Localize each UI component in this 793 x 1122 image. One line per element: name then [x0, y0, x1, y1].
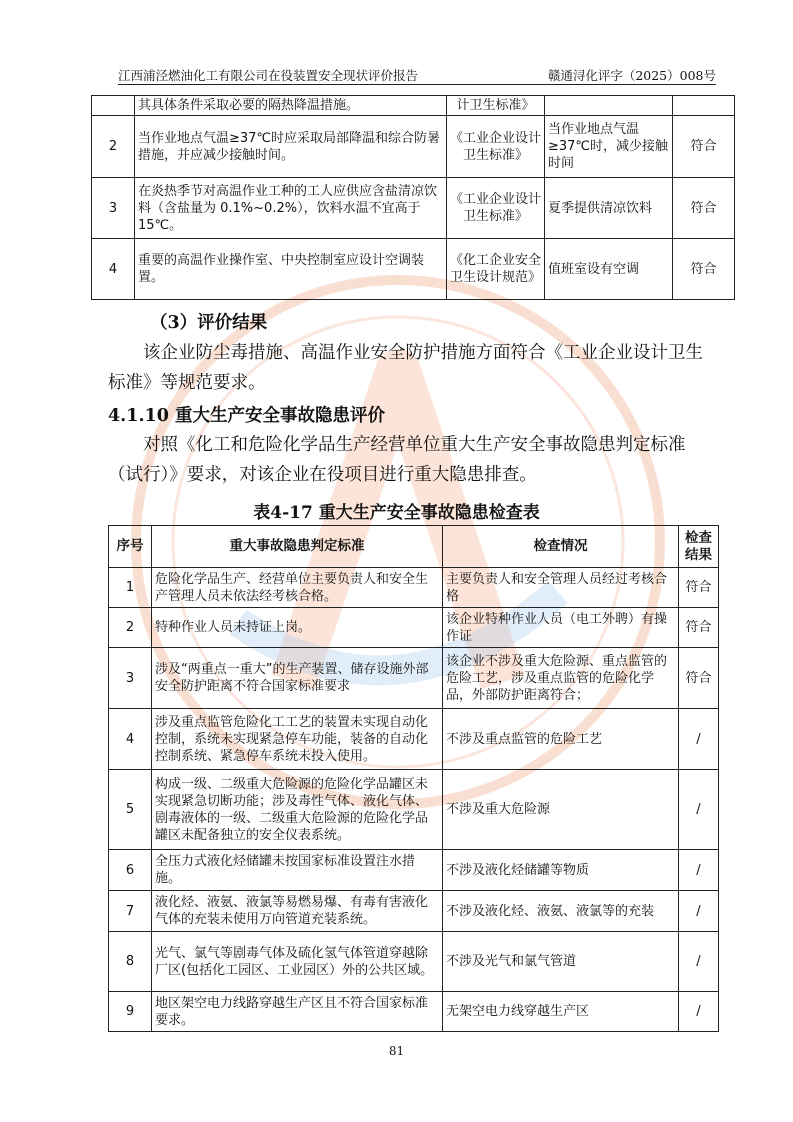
table-row [109, 568, 719, 608]
cell-item: 涉及“两重点一重大”的生产装置、储存设施外部安全防护距离不符合国家标准要求 [152, 648, 443, 709]
cell-result: / [679, 770, 719, 850]
cell-num: 7 [109, 891, 152, 932]
cell-item: 危险化学品生产、经营单位主要负责人和安全生产管理人员未依法经考核合格。 [152, 568, 443, 608]
page-header [118, 66, 716, 85]
cell-num: 8 [109, 932, 152, 992]
header-item: 重大事故隐患判定标准 [152, 526, 443, 568]
table-row [92, 178, 735, 239]
page-number: 81 [388, 1044, 405, 1058]
table-row [109, 891, 719, 932]
table-row [92, 116, 735, 178]
cell-result: / [679, 850, 719, 891]
evaluation-result-paragraph: 该企业防尘毒措施、高温作业安全防护措施方面符合《工业企业设计卫生标准》等规范要求。 [108, 343, 703, 393]
high-temperature-check-table [91, 95, 735, 300]
cell-num [92, 96, 135, 116]
cell-num: 3 [92, 178, 135, 239]
cell-item: 液化烃、液氨、液氯等易燃易爆、有毒有害液化气体的充装未使用万向管道充装系统。 [152, 891, 443, 932]
table-row [92, 96, 735, 116]
cell-item: 特种作业人员未持证上岗。 [152, 608, 443, 648]
cell-requirement: 重要的高温作业操作室、中央控制室应设计空调装置。 [135, 239, 447, 300]
table-row [109, 648, 719, 709]
cell-check: 不涉及液化烃、液氨、液氯等的充装 [443, 891, 679, 932]
cell-num: 9 [109, 992, 152, 1032]
cell-basis: 计卫生标准》 [447, 96, 545, 116]
header-check: 检查情况 [443, 526, 679, 568]
section-heading-4-1-10: 4.1.10 重大生产安全事故隐患评价 [108, 406, 385, 426]
cell-item: 全压力式液化烃储罐未按国家标准设置注水措施。 [152, 850, 443, 891]
cell-num: 1 [109, 568, 152, 608]
cell-result: / [679, 891, 719, 932]
cell-check: 不涉及重点监管的危险工艺 [443, 709, 679, 770]
cell-result: 符合 [673, 116, 735, 178]
cell-num: 4 [109, 709, 152, 770]
table-row [109, 850, 719, 891]
cell-check: 值班室设有空调 [545, 239, 673, 300]
table-row [109, 932, 719, 992]
cell-item: 涉及重点监管危险化工工艺的装置未实现自动化控制，系统未实现紧急停车功能，装备的自动化控制系统、紧急停车系统未投入使用。 [152, 709, 443, 770]
table-row [109, 709, 719, 770]
header-report-title: 江西浦泾燃油化工有限公司在役装置安全现状评价报告 [118, 68, 419, 83]
table-4-17-title: 表4-17 重大生产安全事故隐患检查表 [253, 503, 540, 523]
cell-result: 符合 [673, 178, 735, 239]
cell-item: 地区架空电力线路穿越生产区且不符合国家标准要求。 [152, 992, 443, 1032]
cell-result: 符合 [679, 648, 719, 709]
cell-result: / [679, 709, 719, 770]
cell-result: 符合 [673, 239, 735, 300]
table-row [109, 770, 719, 850]
cell-num: 3 [109, 648, 152, 709]
cell-result [673, 96, 735, 116]
header-report-number: 赣通浔化评字（2025）008号 [547, 68, 716, 83]
cell-check: 无架空电力线穿越生产区 [443, 992, 679, 1032]
evaluation-result-heading: （3）评价结果 [150, 313, 268, 333]
cell-basis: 《工业企业设计卫生标准》 [447, 178, 545, 239]
cell-check: 不涉及重大危险源 [443, 770, 679, 850]
cell-result: / [679, 932, 719, 992]
header-result: 检查结果 [679, 526, 719, 568]
cell-requirement: 其具体条件采取必要的隔热降温措施。 [135, 96, 447, 116]
cell-requirement: 当作业地点气温≥37℃时应采取局部降温和综合防暑措施，并应减少接触时间。 [135, 116, 447, 178]
cell-num: 2 [92, 116, 135, 178]
cell-num: 4 [92, 239, 135, 300]
table-row [109, 608, 719, 648]
cell-item: 光气、氯气等剧毒气体及硫化氢气体管道穿越除厂区(包括化工园区、工业园区）外的公共区域。 [152, 932, 443, 992]
cell-check: 夏季提供清凉饮料 [545, 178, 673, 239]
cell-result: 符合 [679, 568, 719, 608]
cell-check: 该企业不涉及重大危险源、重点监管的危险工艺，涉及重点监管的危险化学品，外部防护距离符合； [443, 648, 679, 709]
table-row [109, 992, 719, 1032]
cell-check: 主要负责人和安全管理人员经过考核合格 [443, 568, 679, 608]
cell-num: 2 [109, 608, 152, 648]
cell-num: 6 [109, 850, 152, 891]
cell-check: 当作业地点气温≥37℃时，减少接触时间 [545, 116, 673, 178]
cell-num: 5 [109, 770, 152, 850]
cell-check: 不涉及液化烃储罐等物质 [443, 850, 679, 891]
cell-requirement: 在炎热季节对高温作业工种的工人应供应含盐清凉饮料（含盐量为 0.1%~0.2%），饮料水温不宜高于 15℃。 [135, 178, 447, 239]
table-row [92, 239, 735, 300]
cell-check [545, 96, 673, 116]
cell-result: / [679, 992, 719, 1032]
cell-basis: 《化工企业安全卫生设计规范》 [447, 239, 545, 300]
table-header-row [109, 526, 719, 568]
cell-item: 构成一级、二级重大危险源的危险化学品罐区未实现紧急切断功能；涉及毒性气体、液化气体、剧毒液体的一级、二级重大危险源的危险化学品罐区未配备独立的安全仪表系统。 [152, 770, 443, 850]
section-4-1-10-paragraph: 对照《化工和危险化学品生产经营单位重大生产安全事故隐患判定标准（试行）》要求，对该企业在役项目进行重大隐患排查。 [108, 435, 686, 485]
cell-basis: 《工业企业设计卫生标准》 [447, 116, 545, 178]
cell-check: 不涉及光气和氯气管道 [443, 932, 679, 992]
cell-result: 符合 [679, 608, 719, 648]
header-num: 序号 [109, 526, 152, 568]
cell-check: 该企业特种作业人员（电工外聘）有操作证 [443, 608, 679, 648]
major-hazard-check-table [108, 525, 719, 1032]
